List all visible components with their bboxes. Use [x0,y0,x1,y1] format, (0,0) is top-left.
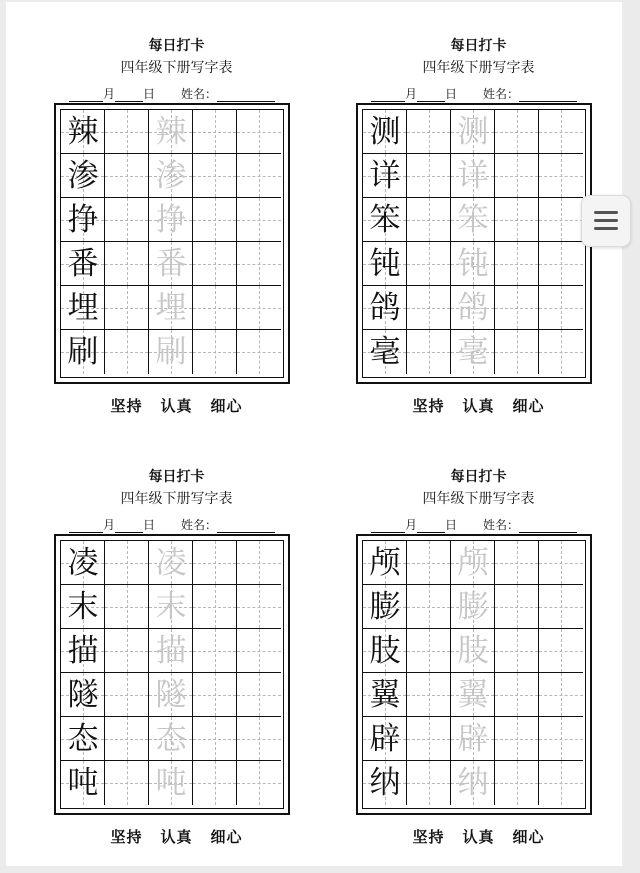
tianzige-cell [61,286,105,330]
tianzige-cell[interactable] [451,198,495,242]
day-label: 日 [445,87,458,101]
tianzige-cell[interactable] [149,629,193,673]
sheet-subtitle: 四年级下册写字表 [422,491,535,507]
model-character: 纳 [369,765,401,801]
tianzige-cell [61,585,105,629]
tianzige-cell[interactable] [495,242,539,286]
trace-character: 刷 [155,334,187,370]
model-character: 态 [67,721,99,757]
tianzige-cell [61,242,105,286]
grid-row [363,717,585,761]
tianzige-cell[interactable] [539,242,583,286]
model-character: 番 [67,246,99,282]
grid-row [61,286,283,330]
tianzige-cell[interactable] [451,242,495,286]
tianzige-cell [61,541,105,585]
tianzige-cell[interactable] [539,198,583,242]
trace-character: 肢 [457,633,489,669]
tianzige-cell[interactable] [495,110,539,154]
worksheet-page [6,2,622,866]
tianzige-cell[interactable] [149,673,193,717]
tianzige-cell [61,154,105,198]
model-character: 挣 [67,202,99,238]
day-blank[interactable] [115,89,143,102]
tianzige-cell[interactable] [539,154,583,198]
tianzige-cell[interactable] [451,585,495,629]
tianzige-cell[interactable] [451,761,495,805]
trace-character: 隧 [155,677,187,713]
tianzige-cell[interactable] [193,198,237,242]
model-character: 膨 [369,589,401,625]
tianzige-cell[interactable] [105,585,149,629]
tianzige-cell[interactable] [495,761,539,805]
grid-row [363,330,585,374]
tianzige-cell[interactable] [105,673,149,717]
model-character: 测 [369,114,401,150]
tianzige-cell[interactable] [193,541,237,585]
date-name-line [69,516,309,532]
motto-word: 认真 [462,828,495,846]
date-name-line [371,85,611,101]
month-label: 月 [103,87,116,101]
tianzige-cell[interactable] [149,154,193,198]
grid-row [363,761,585,805]
grid-row [363,585,585,629]
tianzige-cell[interactable] [193,286,237,330]
hamburger-menu-icon-bar [594,219,618,222]
tianzige-cell[interactable] [407,286,451,330]
writing-grid [54,534,290,815]
tianzige-cell[interactable] [539,761,583,805]
name-blank[interactable] [519,89,577,102]
tianzige-cell [363,717,407,761]
tianzige-cell [61,330,105,374]
tianzige-cell[interactable] [193,242,237,286]
tianzige-cell[interactable] [539,717,583,761]
tianzige-cell[interactable] [237,198,281,242]
sheet-title: 每日打卡 [450,469,507,485]
tianzige-cell[interactable] [193,110,237,154]
trace-character: 辟 [457,721,489,757]
grid-row [61,673,283,717]
grid-row [61,585,283,629]
model-character: 渗 [67,158,99,194]
name-blank[interactable] [519,520,577,533]
tianzige-cell[interactable] [451,286,495,330]
model-character: 鸽 [369,290,401,326]
model-character: 刷 [67,334,99,370]
grid-row [363,198,585,242]
model-character: 吨 [67,765,99,801]
model-character: 辟 [369,721,401,757]
tianzige-cell[interactable] [451,541,495,585]
tianzige-cell[interactable] [193,629,237,673]
name-blank[interactable] [217,89,275,102]
tianzige-cell[interactable] [539,541,583,585]
grid-row [363,242,585,286]
tianzige-cell[interactable] [105,110,149,154]
model-character: 肢 [369,633,401,669]
tianzige-cell[interactable] [105,541,149,585]
model-character: 钝 [369,246,401,282]
tianzige-cell [363,110,407,154]
trace-character: 挣 [155,202,187,238]
grid-row [363,541,585,585]
tianzige-cell [61,761,105,805]
motto-word: 细心 [512,828,545,846]
tianzige-cell[interactable] [193,330,237,374]
tianzige-cell [363,673,407,717]
motto-line [54,395,299,416]
month-blank[interactable] [371,89,405,102]
tianzige-cell[interactable] [237,629,281,673]
sheet-subtitle: 四年级下册写字表 [120,60,233,76]
tianzige-cell[interactable] [407,761,451,805]
writing-grid [356,534,592,815]
trace-character: 翼 [457,677,489,713]
month-label: 月 [405,518,418,532]
tianzige-cell [363,198,407,242]
tianzige-cell[interactable] [105,286,149,330]
tianzige-cell[interactable] [237,154,281,198]
grid-row [61,717,283,761]
tianzige-cell [61,717,105,761]
trace-character: 颅 [457,545,489,581]
tianzige-cell [363,761,407,805]
grid-row [61,242,283,286]
month-blank[interactable] [69,89,103,102]
trace-character: 膨 [457,589,489,625]
grid-row [61,154,283,198]
motto-line [54,826,299,847]
sheet-subtitle: 四年级下册写字表 [422,60,535,76]
tianzige-cell[interactable] [237,110,281,154]
tianzige-cell[interactable] [539,110,583,154]
tianzige-cell[interactable] [149,761,193,805]
tianzige-cell[interactable] [495,330,539,374]
tianzige-cell[interactable] [237,330,281,374]
name-label: 姓名： [483,87,520,101]
menu-button[interactable] [581,195,631,247]
model-character: 笨 [369,202,401,238]
tianzige-cell[interactable] [105,761,149,805]
grid-row [363,286,585,330]
trace-character: 辣 [155,114,187,150]
tianzige-cell[interactable] [407,585,451,629]
tianzige-cell[interactable] [149,286,193,330]
trace-character: 纳 [457,765,489,801]
tianzige-cell[interactable] [451,110,495,154]
tianzige-cell[interactable] [105,242,149,286]
name-label: 姓名： [181,518,218,532]
tianzige-cell[interactable] [149,585,193,629]
grid-row [61,198,283,242]
grid-row [363,629,585,673]
tianzige-cell[interactable] [237,761,281,805]
grid-row [363,110,585,154]
model-character: 颅 [369,545,401,581]
model-character: 辣 [67,114,99,150]
trace-character: 钝 [457,246,489,282]
tianzige-cell[interactable] [495,286,539,330]
motto-word: 认真 [160,397,193,415]
tianzige-cell[interactable] [451,673,495,717]
tianzige-cell[interactable] [407,330,451,374]
trace-character: 吨 [155,765,187,801]
motto-word: 细心 [210,828,243,846]
motto-word: 细心 [512,397,545,415]
tianzige-cell[interactable] [539,286,583,330]
grid-row [61,110,283,154]
day-label: 日 [445,518,458,532]
model-character: 详 [369,158,401,194]
model-character: 末 [67,589,99,625]
motto-word: 细心 [210,397,243,415]
tianzige-cell[interactable] [495,154,539,198]
tianzige-cell[interactable] [149,541,193,585]
model-character: 隧 [67,677,99,713]
tianzige-cell[interactable] [539,585,583,629]
day-blank[interactable] [115,520,143,533]
tianzige-cell[interactable] [237,717,281,761]
grid-row [363,673,585,717]
name-blank[interactable] [217,520,275,533]
hamburger-menu-icon-bar [594,227,618,230]
tianzige-cell[interactable] [407,242,451,286]
trace-character: 描 [155,633,187,669]
tianzige-cell[interactable] [495,541,539,585]
trace-character: 末 [155,589,187,625]
motto-word: 认真 [160,828,193,846]
tianzige-cell[interactable] [451,717,495,761]
tianzige-cell[interactable] [237,541,281,585]
tianzige-cell[interactable] [451,629,495,673]
tianzige-cell[interactable] [105,330,149,374]
tianzige-cell[interactable] [539,330,583,374]
grid-row [61,761,283,805]
model-character: 毫 [369,334,401,370]
trace-character: 详 [457,158,489,194]
tianzige-cell[interactable] [495,585,539,629]
tianzige-cell[interactable] [149,198,193,242]
tianzige-cell [363,585,407,629]
tianzige-cell [363,330,407,374]
tianzige-cell[interactable] [193,673,237,717]
writing-grid [54,103,290,384]
tianzige-cell[interactable] [193,761,237,805]
tianzige-cell[interactable] [407,198,451,242]
day-label: 日 [143,518,156,532]
tianzige-cell[interactable] [539,673,583,717]
trace-character: 埋 [155,290,187,326]
model-character: 翼 [369,677,401,713]
tianzige-cell [363,286,407,330]
month-blank[interactable] [69,520,103,533]
day-blank[interactable] [417,89,445,102]
tianzige-cell[interactable] [237,286,281,330]
trace-character: 态 [155,721,187,757]
tianzige-cell[interactable] [237,673,281,717]
tianzige-cell[interactable] [495,717,539,761]
tianzige-cell [61,110,105,154]
tianzige-cell[interactable] [149,717,193,761]
trace-character: 鸽 [457,290,489,326]
tianzige-cell[interactable] [407,541,451,585]
tianzige-cell[interactable] [407,629,451,673]
sheet-subtitle: 四年级下册写字表 [120,491,233,507]
trace-character: 笨 [457,202,489,238]
motto-word: 坚持 [412,828,445,846]
tianzige-cell[interactable] [105,629,149,673]
grid-inner-border [362,540,586,809]
tianzige-cell [61,198,105,242]
motto-word: 坚持 [110,397,143,415]
tianzige-cell[interactable] [451,330,495,374]
tianzige-cell[interactable] [539,629,583,673]
tianzige-cell [61,629,105,673]
grid-inner-border [362,109,586,378]
tianzige-cell[interactable] [105,154,149,198]
trace-character: 番 [155,246,187,282]
tianzige-cell [363,242,407,286]
writing-grid [356,103,592,384]
trace-character: 测 [457,114,489,150]
tianzige-cell [363,629,407,673]
tianzige-cell[interactable] [237,585,281,629]
month-label: 月 [405,87,418,101]
tianzige-cell[interactable] [495,629,539,673]
tianzige-cell[interactable] [105,717,149,761]
sheet-title: 每日打卡 [148,38,205,54]
month-label: 月 [103,518,116,532]
motto-word: 坚持 [412,397,445,415]
tianzige-cell[interactable] [407,717,451,761]
tianzige-cell[interactable] [149,110,193,154]
trace-character: 渗 [155,158,187,194]
model-character: 凌 [67,545,99,581]
grid-inner-border [60,540,284,809]
name-label: 姓名： [483,518,520,532]
sheet-title: 每日打卡 [450,38,507,54]
grid-row [61,541,283,585]
motto-word: 坚持 [110,828,143,846]
tianzige-cell[interactable] [149,242,193,286]
tianzige-cell[interactable] [495,198,539,242]
tianzige-cell[interactable] [193,585,237,629]
motto-word: 认真 [462,397,495,415]
day-label: 日 [143,87,156,101]
grid-row [61,629,283,673]
grid-row [363,154,585,198]
sheet-title: 每日打卡 [148,469,205,485]
trace-character: 凌 [155,545,187,581]
tianzige-cell [363,154,407,198]
date-name-line [69,85,309,101]
tianzige-cell[interactable] [407,154,451,198]
motto-line [356,395,601,416]
day-blank[interactable] [417,520,445,533]
model-character: 埋 [67,290,99,326]
month-blank[interactable] [371,520,405,533]
motto-line [356,826,601,847]
trace-character: 毫 [457,334,489,370]
tianzige-cell[interactable] [193,717,237,761]
tianzige-cell[interactable] [105,198,149,242]
tianzige-cell[interactable] [407,673,451,717]
model-character: 描 [67,633,99,669]
tianzige-cell[interactable] [237,242,281,286]
hamburger-menu-icon [594,211,618,214]
tianzige-cell[interactable] [451,154,495,198]
name-label: 姓名： [181,87,218,101]
tianzige-cell[interactable] [407,110,451,154]
grid-inner-border [60,109,284,378]
tianzige-cell[interactable] [495,673,539,717]
tianzige-cell [61,673,105,717]
tianzige-cell [363,541,407,585]
date-name-line [371,516,611,532]
tianzige-cell[interactable] [193,154,237,198]
tianzige-cell[interactable] [149,330,193,374]
grid-row [61,330,283,374]
